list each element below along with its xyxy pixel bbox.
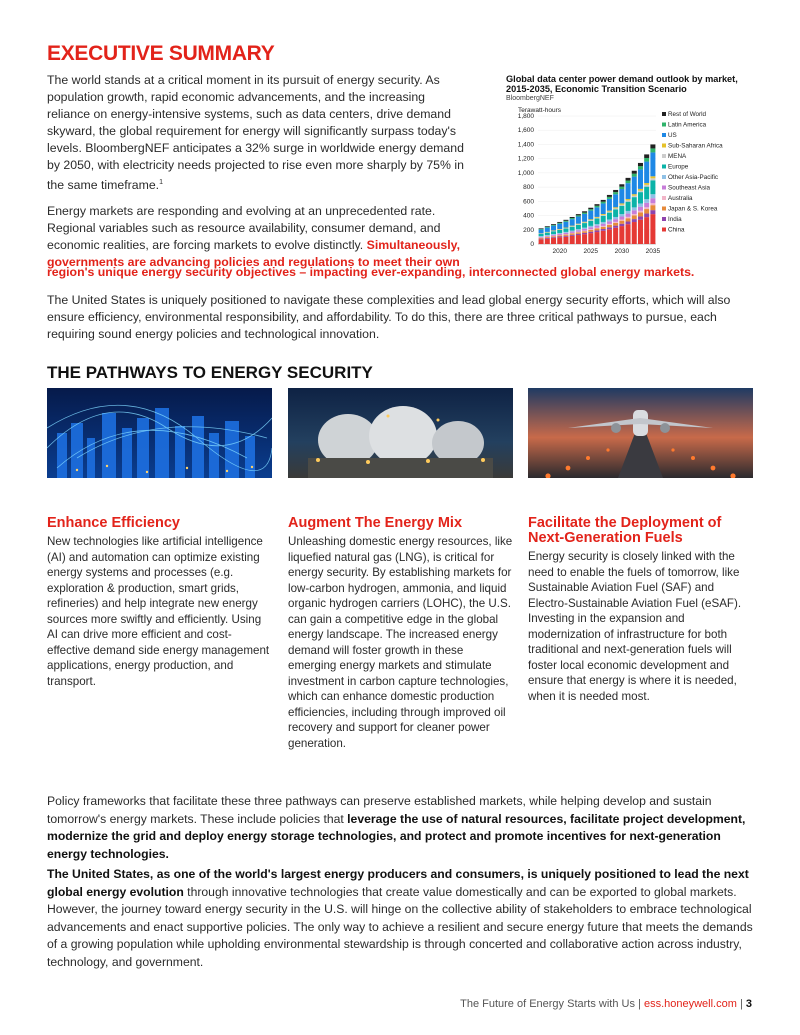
legend-swatch [662, 123, 666, 127]
y-axis-label: Terawatt-hours [518, 107, 561, 114]
bar-segment [601, 216, 606, 222]
bar-segment [638, 207, 643, 211]
legend-label: India [668, 216, 682, 223]
y-tick-label: 800 [523, 184, 534, 192]
data-center-chart [506, 74, 756, 264]
bar-segment [644, 158, 649, 162]
bar-segment [613, 217, 618, 219]
bar-segment [557, 234, 562, 235]
bar-segment [632, 171, 637, 174]
legend-swatch [662, 133, 666, 137]
bar-segment [613, 209, 618, 217]
bar-segment [557, 222, 562, 223]
bar-segment [638, 190, 643, 192]
bar-segment [650, 210, 655, 214]
bar-segment [588, 220, 593, 221]
bar-segment [551, 234, 556, 235]
bar-segment [551, 236, 556, 237]
bar-segment [545, 233, 550, 235]
bar-segment [570, 232, 575, 233]
bar-segment [576, 235, 581, 244]
bar-segment [539, 239, 544, 240]
bar-segment [626, 178, 631, 181]
bar-segment [650, 214, 655, 244]
intro-paragraph-1: The world stands at a critical moment in its pursuit of energy security. As population growth, rapid economic advancements, and the increasing reliance on energy-intensive systems, such as data centers, drive demand skyward, the global requirement for energy will significantly surpass today's levels. BloombergNEF anticipates a 32% surge in worldwide energy demand by 2050, with electricity needs projected to rise even more sharply by 75% in the same timeframe.$^1$ [47, 73, 464, 193]
bar-segment [601, 222, 606, 224]
y-tick-label: 400 [523, 212, 534, 220]
chart-source: BloombergNEF [506, 95, 554, 102]
legend-label: Southeast Asia [668, 184, 711, 192]
bar-segment [644, 162, 649, 184]
bar-segment [644, 199, 649, 203]
smart-city-network-image [47, 388, 272, 478]
bar-segment [650, 203, 655, 205]
bar-segment [619, 187, 624, 189]
bar-segment [607, 225, 612, 227]
bar-segment [551, 231, 556, 234]
bar-segment [626, 222, 631, 225]
bar-segment [632, 215, 637, 219]
bar-segment [626, 199, 631, 200]
bar-segment [582, 214, 587, 222]
bar-segment [576, 217, 581, 224]
bar-segment [594, 217, 599, 218]
bar-segment [613, 208, 618, 209]
legend-swatch [662, 165, 666, 169]
legend-swatch [662, 175, 666, 179]
bar-segment [619, 184, 624, 186]
bar-segment [576, 224, 581, 225]
bar-segment [582, 222, 587, 223]
bar-segment [588, 219, 593, 220]
intro-highlight-tail: region's unique energy security objectives – impacting ever-expanding, interconnected global energy markets. [47, 265, 695, 279]
bar-segment [601, 215, 606, 216]
bar-segment [619, 206, 624, 214]
bar-segment [601, 227, 606, 229]
bar-segment [632, 196, 637, 197]
bar-segment [626, 214, 631, 217]
bar-segment [644, 185, 649, 187]
bar-segment [545, 227, 550, 228]
lng-plant-image [288, 388, 513, 478]
bar-segment [613, 226, 618, 228]
bar-segment [601, 200, 606, 202]
bar-segment [588, 221, 593, 226]
bar-segment [539, 239, 544, 244]
bar-segment [601, 224, 606, 226]
bar-segment [594, 204, 599, 206]
bar-segment [588, 229, 593, 230]
legend-swatch [662, 154, 666, 158]
bar-segment [563, 221, 568, 222]
bar-segment [607, 229, 612, 244]
bar-segment [626, 202, 631, 211]
bar-segment [576, 229, 581, 230]
bar-segment [613, 219, 618, 222]
pathway-body: Energy security is closely linked with the need to enable the fuels of tomorrow, like Sustainable Aviation Fuel (SAF) and Electro-Sustainable Aviation Fuel (eSAF). Investing in the expansion and modernization of infrastructure for both traditional and next-generation fuels will foster local economic development and ensure that energy is where it is needed, when it is needed most. [528, 550, 742, 703]
bar-segment [563, 235, 568, 236]
bar-segment [576, 224, 581, 225]
footnote-marker: 1 [159, 179, 163, 186]
bar-segment [644, 214, 649, 218]
bar-segment [582, 231, 587, 233]
bar-segment [607, 227, 612, 229]
bar-segment [570, 233, 575, 234]
bar-segment [563, 236, 568, 237]
bar-segment [632, 219, 637, 222]
bar-segment [576, 215, 581, 216]
bar-segment [588, 209, 593, 210]
pathway-title: Facilitate the Deployment of Next-Generation Fuels [528, 515, 722, 546]
bar-segment [644, 207, 649, 209]
bar-segment [650, 194, 655, 198]
bar-segment [607, 221, 612, 223]
bar-segment [545, 237, 550, 238]
bar-segment [632, 174, 637, 177]
bar-segment [632, 194, 637, 195]
chart-plot [506, 104, 756, 264]
bar-segment [551, 226, 556, 231]
bar-segment [570, 230, 575, 231]
bar-segment [644, 217, 649, 244]
bar-segment [570, 236, 575, 244]
bar-segment [570, 218, 575, 219]
pathway-body: New technologies like artificial intelligence (AI) and automation can optimize existing energy systems and processes (e.g. exploration & production, smart grids, refineries) and help integrate new energy sources more swiftly and efficiently. Using AI can drive more efficient and cost-effective demand side energy management applications, energy production, and transport. [47, 535, 270, 688]
bar-segment [650, 152, 655, 176]
airplane-runway-image [528, 388, 753, 478]
bar-segment [557, 224, 562, 229]
bar-segment [582, 231, 587, 232]
bar-segment [638, 192, 643, 203]
bar-segment [570, 226, 575, 227]
bar-segment [588, 208, 593, 209]
bar-segment [632, 222, 637, 244]
bar-segment [650, 205, 655, 210]
us-leadership-paragraph: The United States, as one of the world's largest energy producers and consumers, is uniquely positioned to lead the next global energy evolution through innovative technologies that create value domestically and can be exported to global markets. However, the journey toward energy security in the U.S. will hinge on the collective ability of stakeholders to embrace technological advancements and enact supportive policies. The only way to achieve a resilient and secure energy future that meets the demands of a growing population while upholding environmental stewardship is through concerted and collaborative action across industry, technology, and government. [47, 867, 753, 969]
bar-segment [563, 220, 568, 221]
bar-segment [619, 205, 624, 206]
bar-segment [557, 237, 562, 238]
bar-segment [619, 217, 624, 220]
bar-segment [601, 226, 606, 227]
bar-segment [570, 227, 575, 231]
bar-segment [607, 197, 612, 199]
bar-segment [588, 233, 593, 244]
intro-highlight: Simultaneously, governments are advancing policies and regulations to meet their own [47, 238, 461, 270]
bar-segment [601, 229, 606, 231]
bar-segment [576, 234, 581, 235]
bar-segment [539, 228, 544, 229]
bar-segment [638, 211, 643, 213]
legend-swatch [662, 207, 666, 211]
legend-label: China [668, 226, 685, 234]
bar-segment [626, 224, 631, 244]
y-tick-label: 1,400 [517, 141, 534, 149]
bar-segment [638, 220, 643, 244]
bar-segment [576, 225, 581, 229]
chart-title: Global data center power demand outlook by market, 2015-2035, Economic Transition Scenario [506, 74, 738, 94]
legend-swatch [662, 196, 666, 200]
y-tick-label: 0 [530, 241, 534, 248]
legend-label: Australia [668, 195, 693, 202]
bar-segment [563, 232, 568, 233]
y-tick-label: 1,600 [517, 127, 534, 135]
bar-segment [638, 216, 643, 219]
bar-segment [613, 222, 618, 223]
bar-segment [632, 177, 637, 195]
bar-segment [607, 224, 612, 225]
bar-segment [563, 237, 568, 244]
bar-segment [570, 226, 575, 227]
y-tick-label: 600 [523, 198, 534, 206]
bar-segment [601, 202, 606, 204]
bar-segment [582, 229, 587, 231]
bar-segment [582, 211, 587, 212]
x-tick-label: 2030 [614, 248, 630, 255]
x-tick-label: 2035 [645, 248, 661, 255]
pathways-heading: THE PATHWAYS TO ENERGY SECURITY [47, 363, 373, 382]
bar-segment [632, 207, 637, 210]
bar-segment [557, 223, 562, 224]
bar-segment [607, 195, 612, 197]
legend-label: Japan & S. Korea [668, 205, 718, 213]
policy-paragraph: Policy frameworks that facilitate these three pathways can preserve established markets, while helping develop and sustain tomorrow's energy markets. These include policies that leverage the use of natural resources, facilitate project development, modernize the grid and deploy energy storage technologies, and protect and promote incentives for next-generation energy technologies. [47, 794, 746, 861]
bar-segment [588, 230, 593, 232]
bar-segment [638, 166, 643, 169]
bar-segment [626, 217, 631, 218]
y-tick-label: 1,800 [517, 113, 534, 120]
bar-segment [570, 219, 575, 225]
bar-segment [563, 229, 568, 232]
pathway-enhance-efficiency [47, 516, 272, 689]
intro-text [47, 72, 467, 280]
bar-segment [545, 239, 550, 244]
bar-segment [588, 211, 593, 220]
bar-segment [588, 226, 593, 227]
bar-segment [619, 221, 624, 224]
y-tick-label: 1,200 [517, 155, 534, 163]
pathway-title: Enhance Efficiency [47, 515, 180, 531]
bar-segment [594, 228, 599, 230]
bar-segment [594, 218, 599, 219]
bar-segment [545, 235, 550, 236]
pathway-next-gen-fuels [528, 516, 753, 704]
bar-segment [626, 181, 631, 184]
bar-segment [551, 224, 556, 225]
legend-label: Rest of World [668, 111, 707, 118]
bar-segment [582, 233, 587, 234]
bar-segment [650, 198, 655, 203]
bar-segment [650, 176, 655, 178]
legend-swatch [662, 112, 666, 116]
bar-segment [619, 220, 624, 221]
bar-segment [619, 226, 624, 244]
bar-segment [545, 228, 550, 232]
footer-link[interactable]: ess.honeywell.com [643, 998, 737, 1010]
bar-segment [545, 226, 550, 227]
bar-segment [626, 200, 631, 201]
bar-segment [594, 228, 599, 229]
legend-label: Other Asia-Pacific [668, 174, 719, 181]
bar-segment [619, 224, 624, 226]
bar-segment [644, 203, 649, 207]
bar-segment [570, 235, 575, 236]
legend-label: Latin America [668, 121, 707, 129]
bar-segment [644, 209, 649, 213]
bar-segment [650, 148, 655, 152]
bar-segment [644, 183, 649, 185]
bar-segment [619, 214, 624, 216]
page-footer: The Future of Energy Starts with Us | ess.honeywell.com | 3 [460, 998, 752, 1010]
bar-segment [626, 183, 631, 199]
bar-segment [613, 223, 618, 226]
bar-segment [539, 229, 544, 230]
page-title: EXECUTIVE SUMMARY [47, 42, 275, 65]
bar-segment [638, 169, 643, 188]
bar-segment [563, 222, 568, 228]
bar-segment [551, 237, 556, 238]
legend-swatch [662, 186, 666, 190]
pathway-augment-energy-mix [288, 516, 513, 751]
bar-segment [594, 230, 599, 232]
bar-segment [594, 219, 599, 225]
bar-segment [582, 234, 587, 244]
legend-label: MENA [668, 153, 687, 160]
bar-segment [650, 180, 655, 194]
bar-segment [545, 238, 550, 239]
bar-segment [582, 228, 587, 229]
pathway-body: Unleashing domestic energy resources, like liquefied natural gas (LNG), is critical for energy security. By establishing markets for low-carbon hydrogen, ammonia, and liquid organic hydrogen carriers (LOHC), the U.S. can gain a competitive edge in the global energy landscape. The increased energy demand will foster growth in these emerging energy markets and stimulate investment in carbon capture technologies, which can enhance domestic production efficiencies, including through improved oil recovery and support for cleaner power generation. [288, 535, 513, 750]
pathway-title: Augment The Energy Mix [288, 515, 463, 531]
legend-label: US [668, 132, 677, 139]
bar-segment [576, 230, 581, 231]
bar-segment [576, 214, 581, 215]
bar-segment [632, 197, 637, 207]
bar-segment [582, 222, 587, 223]
bar-segment [638, 212, 643, 216]
bar-segment [557, 237, 562, 244]
bar-segment [570, 233, 575, 234]
bar-segment [539, 237, 544, 238]
bar-segment [539, 238, 544, 239]
x-tick-label: 2025 [583, 248, 599, 255]
bar-segment [570, 217, 575, 218]
bar-segment [545, 236, 550, 237]
bar-segment [619, 203, 624, 204]
bar-segment [594, 226, 599, 228]
legend-swatch [662, 228, 666, 232]
bar-segment [607, 213, 612, 220]
bar-segment [638, 189, 643, 191]
bar-segment [601, 214, 606, 215]
x-tick-label: 2020 [552, 248, 567, 255]
bar-segment [613, 207, 618, 208]
bar-segment [607, 212, 612, 213]
bar-segment [613, 228, 618, 244]
bar-segment [557, 233, 562, 234]
bar-segment [551, 235, 556, 236]
footer-text: The Future of Energy Starts with Us [460, 998, 635, 1010]
bar-segment [601, 203, 606, 214]
bar-segment [557, 235, 562, 236]
legend-label: Sub-Saharan Africa [668, 142, 723, 150]
legend-swatch [662, 144, 666, 148]
bar-segment [607, 219, 612, 221]
bar-segment [539, 236, 544, 237]
bar-segment [588, 232, 593, 233]
bar-segment [650, 144, 655, 148]
bar-segment [638, 203, 643, 206]
intro-paragraph-2: Energy markets are responding and evolving at an unprecedented rate. Regional variables such as resource availability, consumer demand, and economic realities, are forcing markets to evolve distinctly. Simultaneously, governments are advancing policies and regulations to meet their own [47, 204, 461, 270]
bar-segment [607, 199, 612, 211]
bar-segment [594, 207, 599, 217]
bar-segment [594, 224, 599, 226]
bar-segment [632, 210, 637, 214]
bar-segment [607, 211, 612, 212]
y-tick-label: 200 [523, 226, 534, 234]
bar-segment [551, 225, 556, 226]
bar-segment [644, 187, 649, 200]
bar-segment [632, 214, 637, 215]
bar-segment [601, 231, 606, 244]
bar-segment [582, 223, 587, 228]
bar-segment [644, 154, 649, 158]
bar-segment [594, 232, 599, 244]
bar-segment [563, 233, 568, 234]
bar-segment [619, 189, 624, 203]
bar-segment [638, 163, 643, 166]
bar-segment [626, 211, 631, 214]
legend-swatch [662, 217, 666, 221]
page-number: 3 [745, 998, 752, 1010]
bar-segment [588, 227, 593, 229]
bar-segment [613, 194, 618, 207]
intro-paragraph-3: The United States is uniquely positioned to navigate these complexities and lead global energy security efforts, which will also ensure efficiency, environmental responsibility, and affordability. To do this, there are three critical pathways to pursue, each requiring sound energy policies and technological innovation. [47, 293, 731, 341]
bar-segment [551, 238, 556, 244]
bar-segment [557, 230, 562, 233]
bar-segment [582, 213, 587, 214]
bar-segment [576, 232, 581, 233]
bar-segment [594, 206, 599, 208]
legend-label: Europe [668, 163, 689, 171]
bar-segment [539, 234, 544, 236]
bar-segment [539, 230, 544, 234]
bar-segment [613, 192, 618, 194]
y-tick-label: 1,000 [517, 169, 534, 177]
bar-segment [576, 232, 581, 233]
bar-segment [613, 190, 618, 192]
bar-segment [650, 178, 655, 180]
bar-segment [626, 218, 631, 221]
